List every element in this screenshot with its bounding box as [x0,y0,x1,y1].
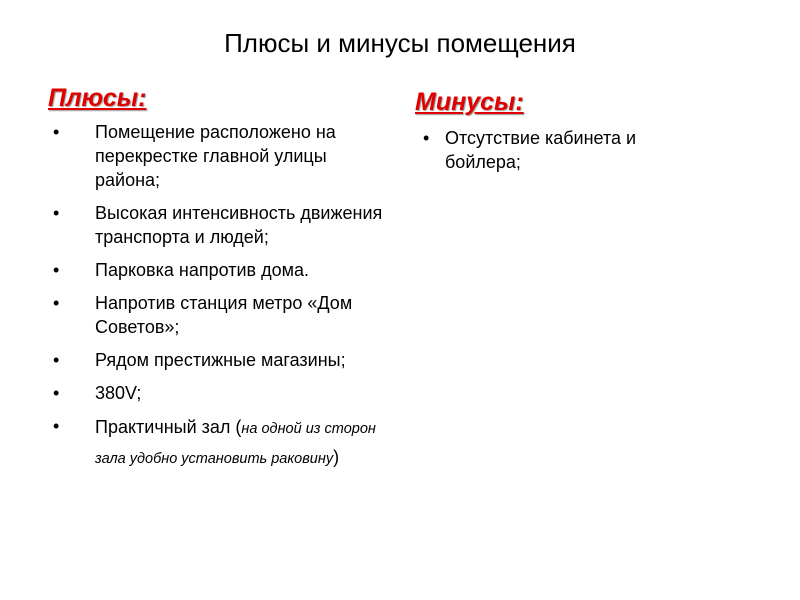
pros-list [53,120,383,483]
item-text: Практичный зал ( [95,417,242,437]
item-text: Напротив станция метро «Дом Советов»; [95,293,353,337]
bullet-icon: • [53,122,60,142]
list-item [53,414,383,474]
list-item [423,126,703,174]
item-text: ) [333,447,340,467]
list-item [53,291,383,339]
slide-title: Плюсы и минусы помещения [224,28,576,58]
item-note: на одной из сторон зала удобно установить раковину [95,421,376,467]
bullet-icon: • [53,350,60,370]
list-item [53,201,383,249]
cons-list [423,126,703,183]
item-text: Парковка напротив дома. [95,260,309,280]
list-item [53,120,383,192]
item-text: Отсутствие кабинета и бойлера; [445,128,637,172]
bullet-icon: • [53,416,60,436]
item-text: Помещение расположено на перекрестке главной улицы района; [95,122,336,190]
pros-heading: Плюсы: [48,84,147,112]
bullet-icon: • [53,383,60,403]
cons-heading: Минусы: [415,88,524,116]
item-text: Высокая интенсивность движения транспорта и людей; [95,203,383,247]
bullet-icon: • [423,128,430,148]
bullet-icon: • [53,260,60,280]
list-item [53,258,383,282]
item-text: Рядом престижные магазины; [95,350,346,370]
bullet-icon: • [53,203,60,223]
item-text: 380V; [95,383,142,403]
list-item [53,381,383,405]
bullet-icon: • [53,293,60,313]
list-item [53,348,383,372]
